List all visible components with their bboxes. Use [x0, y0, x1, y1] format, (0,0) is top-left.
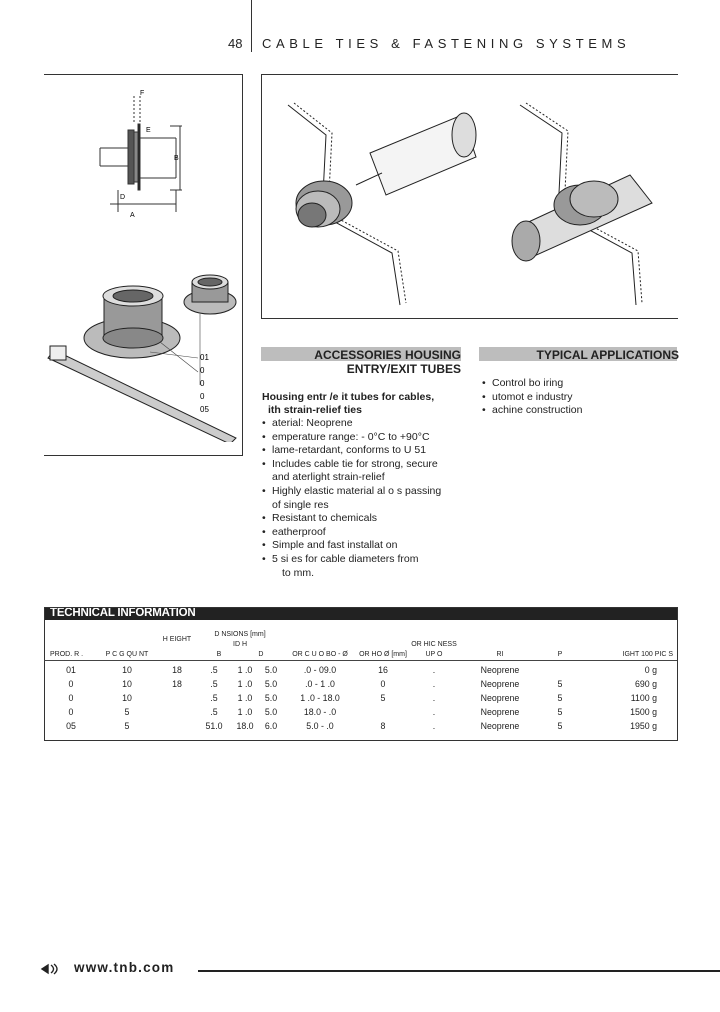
col-height: H EIGHT — [162, 635, 192, 643]
cell-hole-dia: 8 — [380, 720, 386, 731]
cell-prod: 05 — [66, 720, 76, 731]
product-illustration — [40, 262, 240, 442]
cell-prod: 0 — [68, 678, 74, 689]
tnb-logo-icon — [40, 962, 62, 976]
cell-extra: 5 — [557, 706, 563, 717]
cell-thickness: . — [432, 664, 436, 675]
website-link[interactable]: www.tnb.com — [74, 960, 175, 975]
cell-hole-dia: 16 — [378, 664, 388, 675]
cell-dim-a: 51.0 — [205, 720, 223, 731]
col-hole-dia: OR HO Ø [mm] — [359, 650, 407, 658]
cell-cable-dia: .0 - 1 .0 — [305, 678, 335, 689]
cell-material: Neoprene — [480, 692, 520, 703]
table-row — [44, 705, 677, 719]
dim-label-b: B — [174, 155, 179, 162]
cell-height: 18 — [172, 664, 182, 675]
accessories-title — [261, 348, 461, 376]
cell-material: Neoprene — [480, 706, 520, 717]
application-list — [482, 377, 672, 418]
table-row — [44, 677, 677, 691]
cell-dim-b: 1 .0 — [237, 664, 253, 675]
part-label-03: 0 — [200, 379, 205, 388]
cell-pkg: 10 — [122, 692, 132, 703]
accessories-title-line1: ACCESSORIES HOUSING — [314, 348, 461, 362]
cell-prod: 0 — [68, 692, 74, 703]
page-number: 48 — [228, 36, 243, 51]
cell-prod: 01 — [66, 664, 76, 675]
cell-hole-dia: 5 — [380, 692, 386, 703]
cell-dim-b: 1 .0 — [237, 692, 253, 703]
cell-material: Neoprene — [480, 664, 520, 675]
cell-dim-b: 1 .0 — [237, 706, 253, 717]
cell-dim-a: .5 — [210, 664, 218, 675]
col-cable-dia: OR C U O BO - Ø — [292, 650, 348, 658]
application-item: • utomot e industry — [482, 391, 672, 405]
col-weight: IGHT 100 PIC S — [622, 650, 673, 658]
cell-dim-a: .5 — [210, 692, 218, 703]
part-label-05: 05 — [200, 405, 209, 414]
cell-dim-a: .5 — [210, 678, 218, 689]
table-row — [44, 691, 677, 705]
feature-list — [262, 417, 472, 580]
feature-item-continuation: to mm. — [282, 566, 315, 579]
cell-dim-d: 5.0 — [264, 706, 278, 717]
feature-item: • Resistant to chemicals — [262, 512, 472, 526]
header-divider — [251, 0, 252, 52]
cell-height — [156, 691, 198, 705]
table-row — [44, 719, 677, 733]
accessories-body — [262, 391, 472, 580]
accessories-title-line2: ENTRY/EXIT TUBES — [346, 362, 461, 376]
dim-label-d: D — [120, 194, 126, 201]
cell-pkg: 10 — [122, 664, 132, 675]
table-row — [44, 663, 677, 677]
col-extra: P — [557, 650, 563, 658]
left-panel-right-rule — [242, 74, 243, 456]
feature-item: • eatherproof — [262, 526, 472, 540]
cell-hole-dia: 0 — [380, 678, 386, 689]
cell-dim-b: 1 .0 — [237, 678, 253, 689]
cell-thickness: . — [432, 706, 436, 717]
application-item: • achine construction — [482, 404, 672, 418]
col-dim-d: D — [258, 650, 264, 658]
tech-header-row — [44, 620, 677, 660]
footer-rule — [198, 970, 720, 972]
applications-title: TYPICAL APPLICATIONS — [536, 348, 679, 362]
part-label-04: 0 — [200, 392, 205, 401]
dim-label-f: F — [140, 90, 145, 97]
cell-cable-dia: .0 - 09.0 — [303, 664, 337, 675]
dim-label-e: E — [146, 127, 151, 134]
cell-weight: 690 g — [634, 678, 657, 689]
cell-extra — [540, 663, 580, 677]
cell-height — [156, 705, 198, 719]
accessories-subtitle-line2: ith strain-relief ties — [268, 404, 362, 416]
cell-extra: 5 — [557, 692, 563, 703]
feature-item: • Simple and fast installat on — [262, 539, 472, 553]
left-panel-bottom-rule — [44, 455, 243, 456]
cell-dim-d: 5.0 — [264, 692, 278, 703]
cell-dim-a: .5 — [210, 706, 218, 717]
cell-weight: 1100 g — [630, 692, 657, 703]
cell-material: Neoprene — [480, 678, 520, 689]
cell-cable-dia: 18.0 - .0 — [303, 706, 337, 717]
cell-prod: 0 — [68, 706, 74, 717]
tech-title: TECHNICAL INFORMATION — [50, 607, 196, 619]
col-dim-b: B — [216, 650, 222, 658]
dim-label-a: A — [130, 212, 135, 219]
cell-cable-dia: 5.0 - .0 — [306, 720, 334, 731]
cell-pkg: 10 — [122, 678, 132, 689]
col-pkg: P C G QU NT — [105, 650, 149, 658]
tech-table — [44, 620, 677, 733]
cell-dim-d: 5.0 — [264, 664, 278, 675]
col-material: RI — [496, 650, 504, 658]
cell-height — [156, 719, 198, 733]
cell-dim-d: 5.0 — [264, 678, 278, 689]
col-dim-b-top: ID H — [233, 640, 247, 648]
part-label-01: 01 — [200, 353, 209, 362]
cell-weight: 1500 g — [630, 706, 657, 717]
accessories-subtitle-line1: Housing entr /e it tubes for cables, — [262, 391, 435, 403]
cell-pkg: 5 — [124, 706, 130, 717]
col-dimensions-label: D NSIONS [mm] — [214, 630, 266, 638]
col-dimensions — [198, 620, 282, 660]
feature-item-continuation: of single res — [272, 498, 329, 511]
cell-weight: 0 g — [644, 664, 657, 675]
application-item: • Control bo iring — [482, 377, 672, 391]
feature-item: • lame-retardant, conforms to U 51 — [262, 444, 472, 458]
feature-item: • Includes cable tie for strong, secure — [262, 458, 472, 472]
cell-thickness: . — [432, 720, 436, 731]
cell-extra: 5 — [557, 720, 563, 731]
page-title: CABLE TIES & FASTENING SYSTEMS — [262, 36, 631, 51]
col-thickness: OR HIC NESS UP O — [411, 640, 457, 658]
cell-material: Neoprene — [480, 720, 520, 731]
cell-height: 18 — [172, 678, 182, 689]
col-prod-r: PROD. R . — [50, 650, 84, 658]
application-illustration — [262, 75, 677, 318]
feature-item: • Highly elastic material al o s passing — [262, 485, 472, 499]
part-label-02: 0 — [200, 366, 205, 375]
cell-extra: 5 — [557, 678, 563, 689]
cell-thickness: . — [432, 678, 436, 689]
dimension-drawing — [90, 86, 200, 226]
left-panel-top-rule — [44, 74, 242, 75]
cell-hole-dia — [358, 705, 408, 719]
feature-item: • emperature range: - 0°C to +90°C — [262, 431, 472, 445]
cell-dim-b: 18.0 — [236, 720, 254, 731]
cell-thickness: . — [432, 692, 436, 703]
cell-pkg: 5 — [124, 720, 130, 731]
feature-item: • aterial: Neoprene — [262, 417, 472, 431]
cell-dim-d: 6.0 — [264, 720, 278, 731]
feature-item: • 5 si es for cable diameters from — [262, 553, 472, 567]
feature-item-continuation: and aterlight strain-relief — [272, 471, 385, 484]
cell-cable-dia: 1 .0 - 18.0 — [300, 692, 340, 703]
cell-weight: 1950 g — [630, 720, 657, 731]
